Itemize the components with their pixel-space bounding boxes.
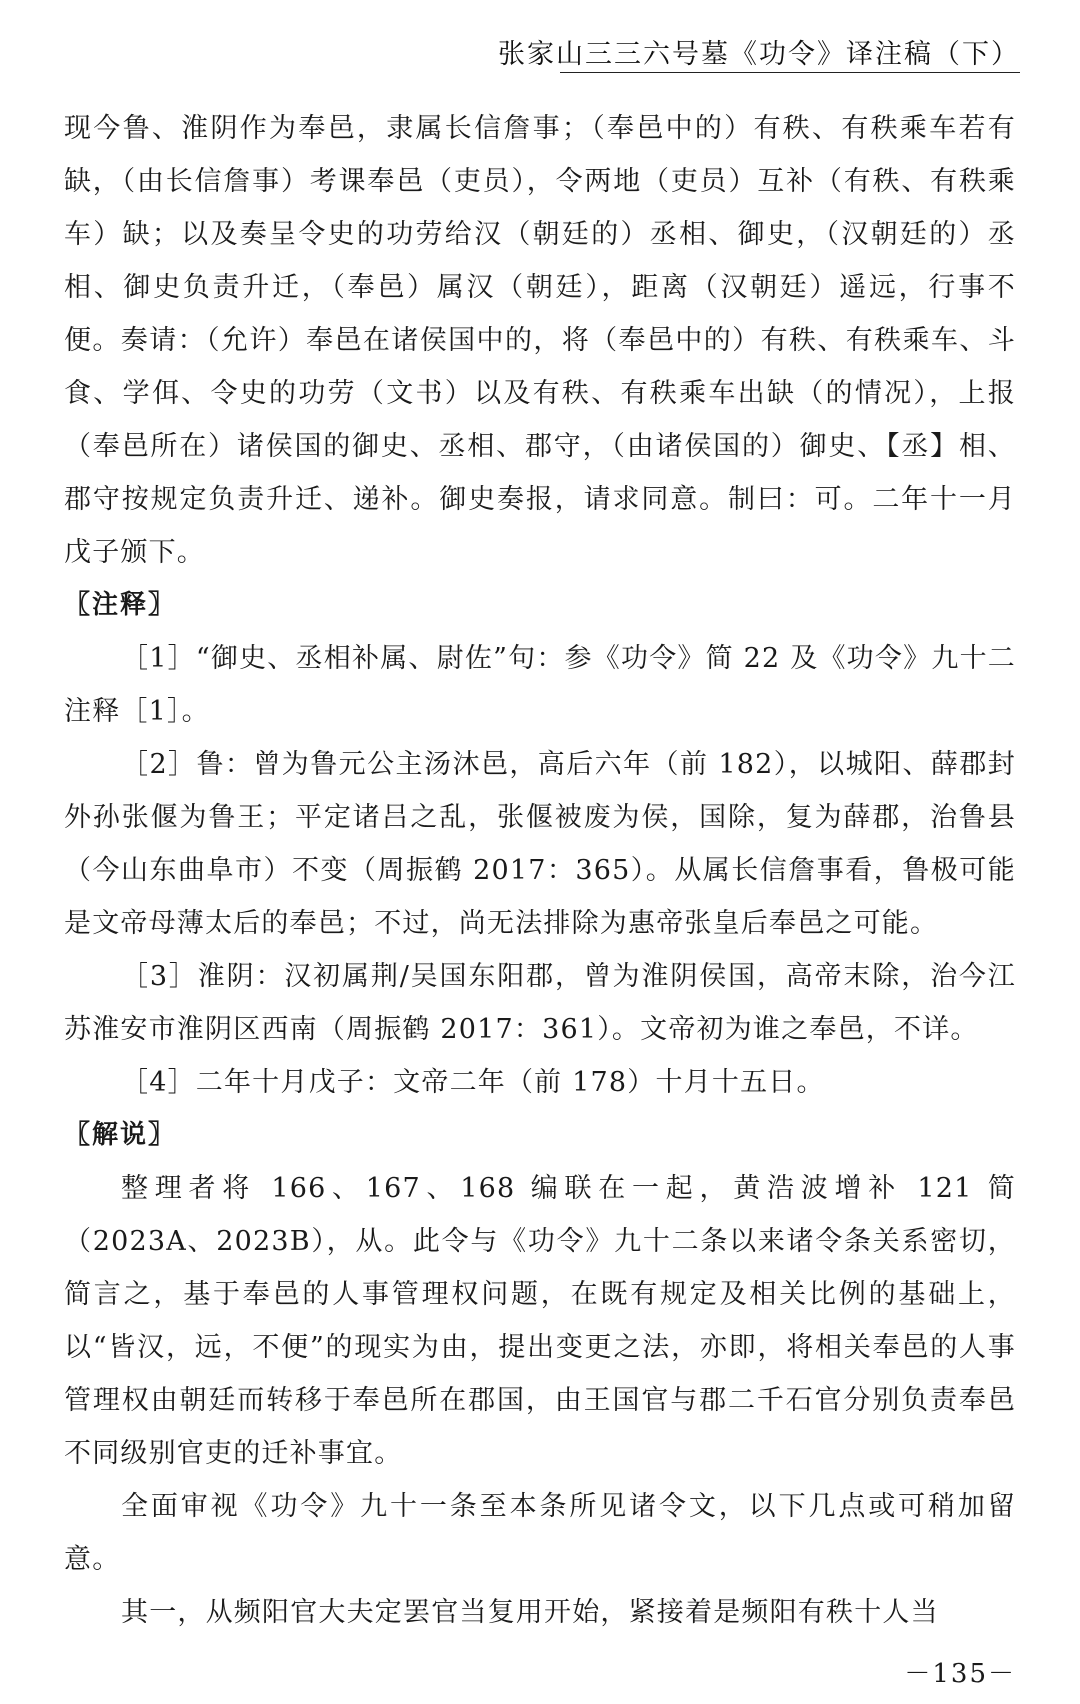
header-rule xyxy=(560,72,1020,73)
page-number: －135－ xyxy=(904,1659,1016,1689)
page-body xyxy=(64,102,1016,1639)
note-1: ［1］“御史、丞相补属、尉佐”句：参《功令》简 22 及《功令》九十二注释［1］。 xyxy=(64,643,1016,727)
commentary-paragraph-2: 全面审视《功令》九十一条至本条所见诸令文，以下几点或可稍加留意。 xyxy=(64,1491,1016,1575)
commentary-paragraph-1: 整理者将 166、167、168 编联在一起，黄浩波增补 121 简（2023A、2023B），从。此令与《功令》九十二条以来诸令条关系密切，简言之，基于奉邑的人事管理权问题，在既有规定及相关比例的基础上，以“皆汉，远，不便”的现实为由，提出变更之法，亦即，将相关奉邑的人事管理权由朝廷而转移于奉邑所在郡国，由王国官与郡二千石官分别负责奉邑不同级别官吏的迁补事宜。 xyxy=(64,1173,1016,1469)
running-title: 张家山三三六号墓《功令》译注稿（下） xyxy=(498,39,1020,70)
notes-heading: 〖注释〗 xyxy=(64,590,177,620)
commentary-paragraph-3: 其一，从频阳官大夫定罢官当复用开始，紧接着是频阳有秩十人当 xyxy=(121,1597,939,1628)
commentary-heading: 〖解说〗 xyxy=(64,1120,177,1150)
translation-paragraph: 现今鲁、淮阴作为奉邑，隶属长信詹事；（奉邑中的）有秩、有秩乘车若有缺，（由长信詹事）考课奉邑（吏员），令两地（吏员）互补（有秩、有秩乘车）缺；以及奏呈令史的功劳给汉（朝廷的）丞相、御史，（汉朝廷的）丞相、御史负责升迁，（奉邑）属汉（朝廷），距离（汉朝廷）遥远，行事不便。奏请：（允许）奉邑在诸侯国中的，将（奉邑中的）有秩、有秩乘车、斗食、学佴、令史的功劳（文书）以及有秩、有秩乘车出缺（的情况），上报（奉邑所在）诸侯国的御史、丞相、郡守，（由诸侯国的）御史、【丞】相、郡守按规定负责升迁、递补。御史奏报，请求同意。制曰：可。二年十一月戊子颁下。 xyxy=(64,113,1016,568)
note-3: ［3］淮阴：汉初属荆/吴国东阳郡，曾为淮阴侯国，高帝末除，治今江苏淮安市淮阴区西南（周振鹤 2017：361）。文帝初为谁之奉邑，不详。 xyxy=(64,961,1016,1045)
note-4: ［4］二年十月戊子：文帝二年（前 178）十月十五日。 xyxy=(121,1067,825,1098)
note-2: ［2］鲁：曾为鲁元公主汤沐邑，高后六年（前 182），以城阳、薛郡封外孙张偃为鲁王；平定诸吕之乱，张偃被废为侯，国除，复为薛郡，治鲁县（今山东曲阜市）不变（周振鹤 2017：365）。从属长信詹事看，鲁极可能是文帝母薄太后的奉邑；不过，尚无法排除为惠帝张皇后奉邑之可能。 xyxy=(64,749,1016,939)
